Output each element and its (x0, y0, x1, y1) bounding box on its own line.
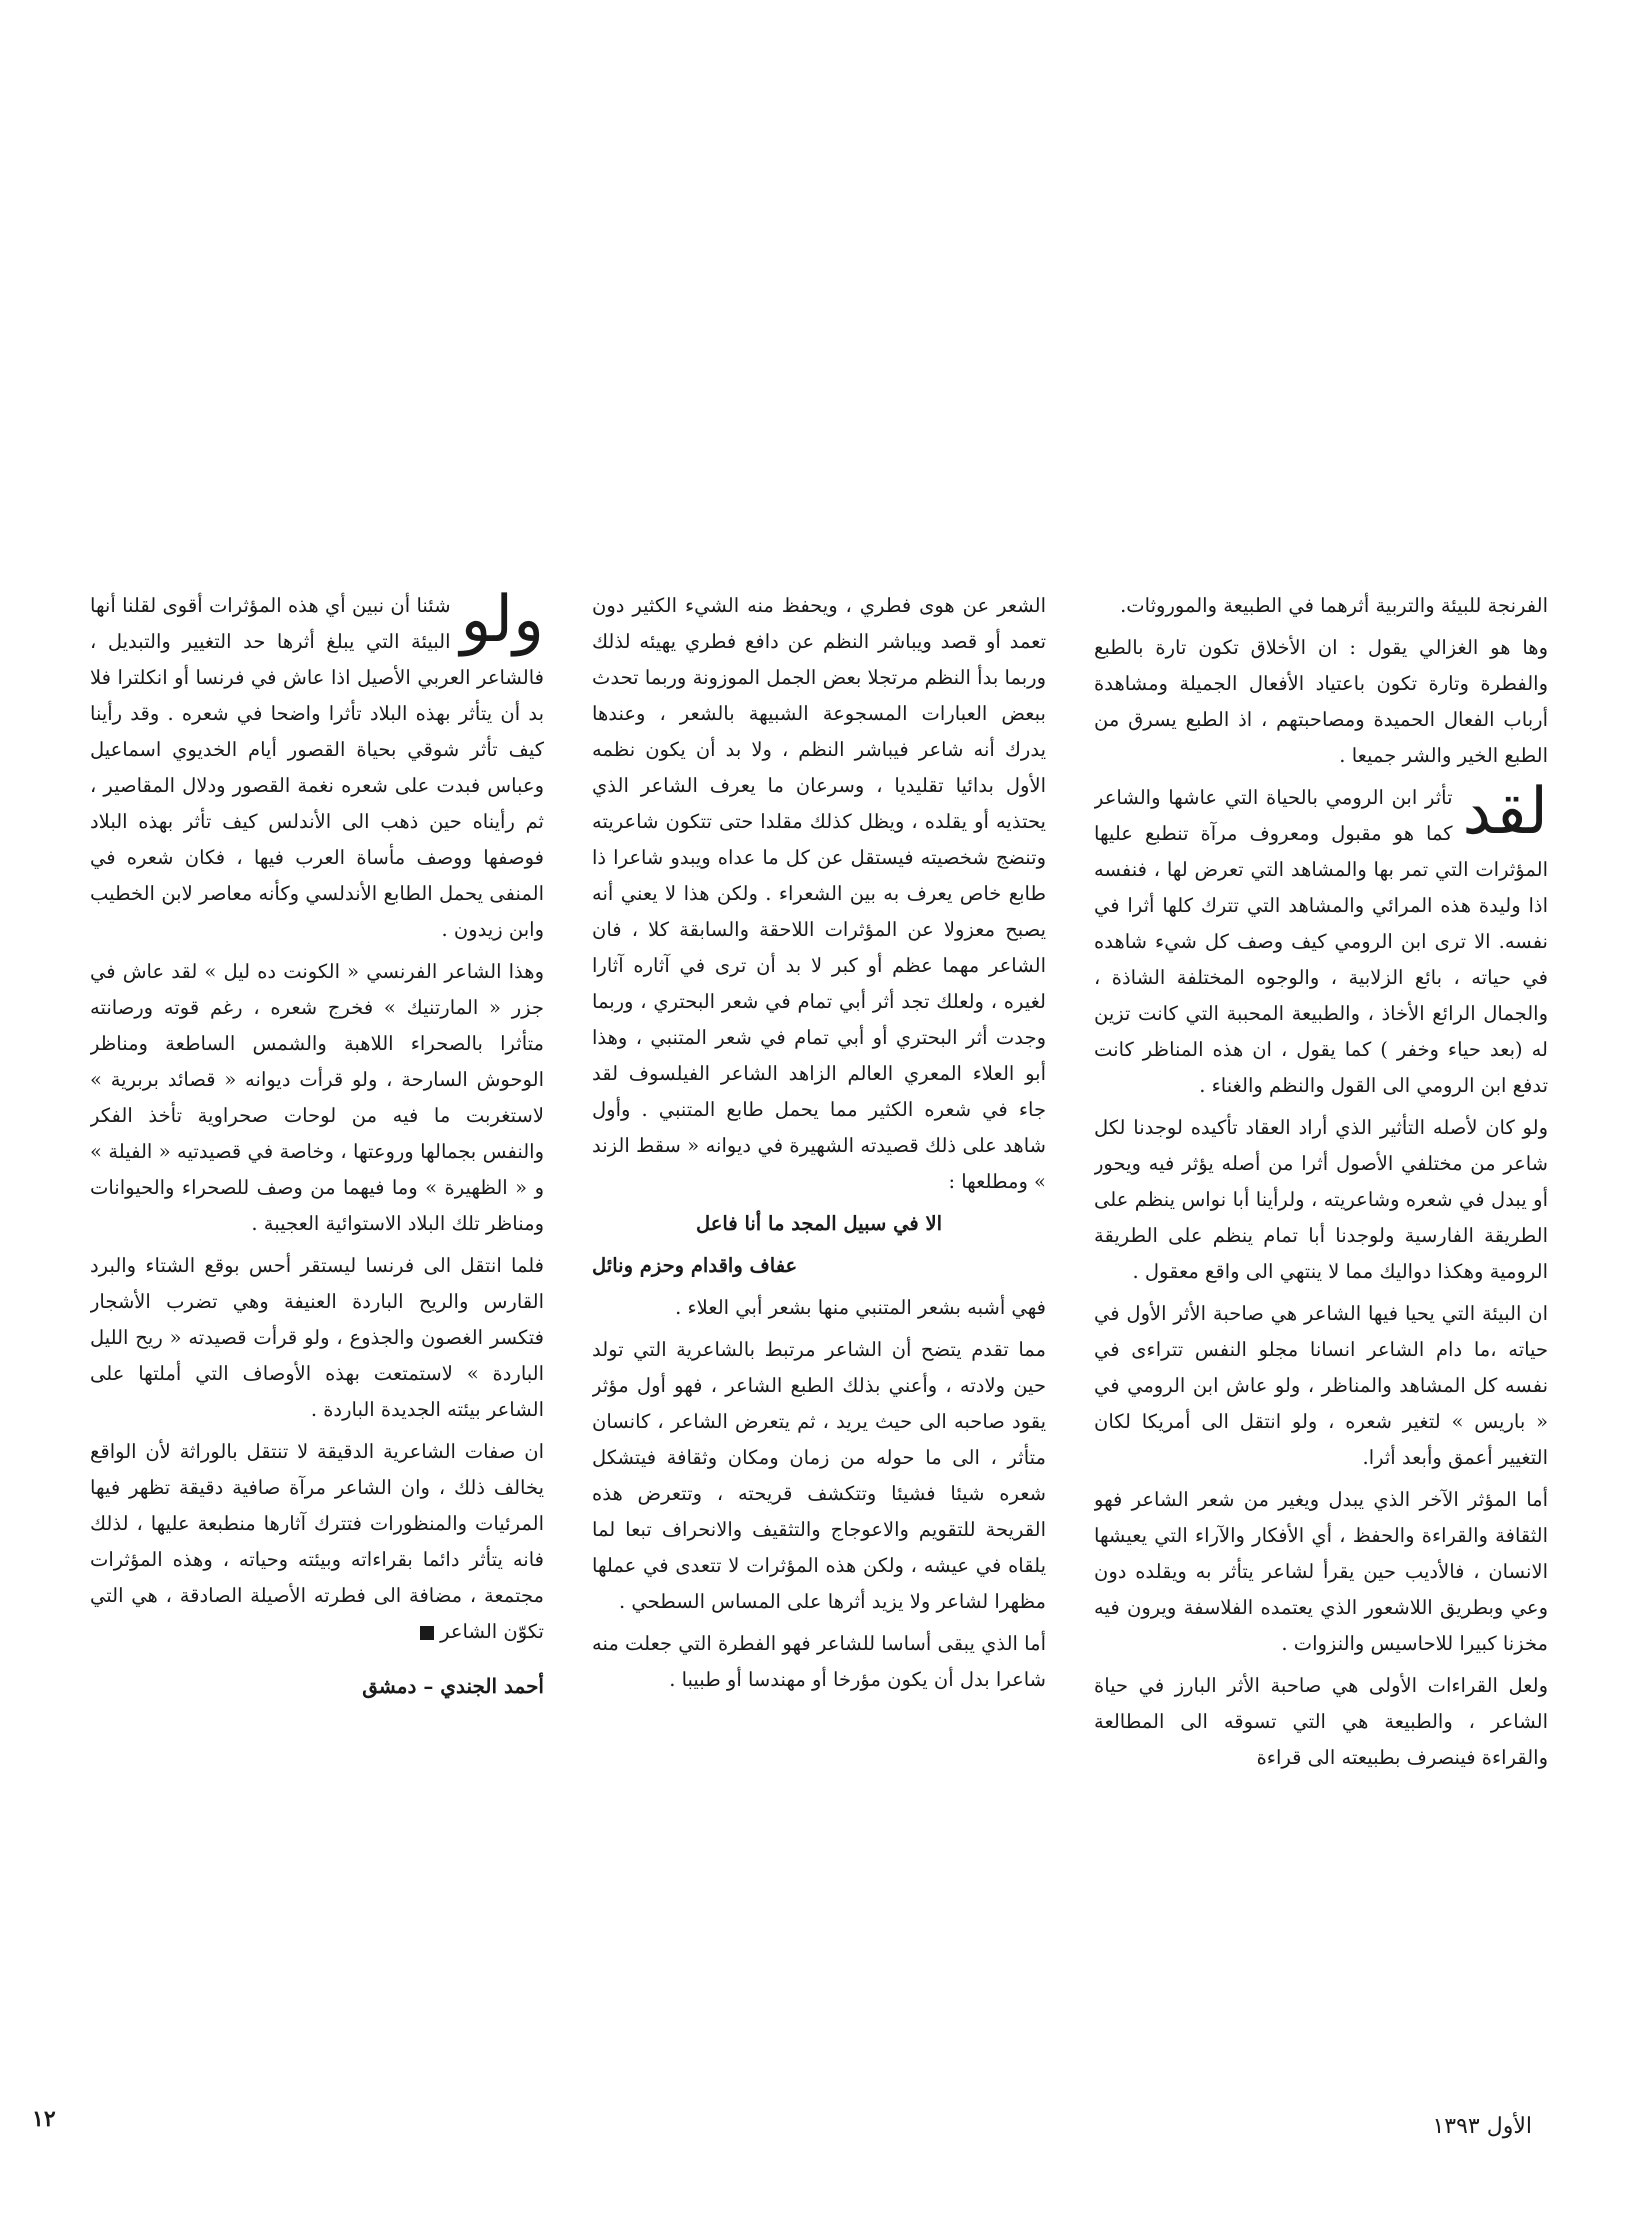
paragraph-text: ان صفات الشاعرية الدقيقة لا تنتقل بالوراثة لأن الواقع يخالف ذلك ، وان الشاعر مرآة صافية دقيقة تظهر فيها المرئيات والمنظورات فتترك آثارها منطبعة عليها ، لذلك فانه يتأثر دائما بقراءاته وبيئته وحياته ، وهذه المؤثرات مجتمعة ، مضافة الى فطرته الأصيلة الصادقة ، هي التي تكوّن الشاعر (90, 1440, 544, 1643)
paragraph: ولو كان لأصله التأثير الذي أراد العقاد تأكيده لوجدنا لكل شاعر من مختلفي الأصول أثرا من أصله يؤثر فيه ويحور أو يبدل في شعره وشاعريته ، ولرأينا أبا نواس ينظم على الطريقة الفارسية ولوجدنا أبا تمام ينظم على الطريقة الرومية وهكذا دواليك مما لا ينتهي الى واقع معقول . (1094, 1116, 1548, 1283)
dropcap: لقد (1462, 775, 1548, 849)
column-right (1094, 588, 1548, 2108)
end-mark-icon (420, 1626, 434, 1640)
paragraph-text: تأثر ابن الرومي بالحياة التي عاشها والشاعر كما هو مقبول ومعروف مرآة تنطبع عليها المؤثرات التي تمر بها والمشاهد التي تعرض لها ، فنفسه اذا وليدة هذه المرائي والمشاهد التي تترك كلها أثرا في نفسه. الا ترى ابن الرومي كيف وصف كل شيء شاهده في حياته ، بائع الزلابية ، والوجوه المختلفة الشاذة ، والجمال الرائع الأخاذ ، والطبيعة المحببة التي كانت تزين له (بعد حياء وخفر ) كما يقول ، ان هذه المناظر كانت تدفع ابن الرومي الى القول والنظم والغناء . (1094, 786, 1548, 1097)
paragraph: وها هو الغزالي يقول : ان الأخلاق تكون تارة بالطبع والفطرة وتارة تكون باعتياد الأفعال الجميلة ومشاهدة أرباب الفعال الحميدة ومصاحبتهم ، اذ الطبع يسرق من الطبع الخير والشر جميعا . (1094, 636, 1548, 767)
paragraph (1094, 775, 1548, 1104)
paragraph: فلما انتقل الى فرنسا ليستقر أحس بوقع الشتاء والبرد القارس والريح الباردة العنيفة وهي تضرب الأشجار فتكسر الغصون والجذوع ، ولو قرأت قصيدته « ريح الليل الباردة » لاستمتعت بهذه الأوصاف التي أملتها على الشاعر بيئته الجديدة الباردة . (90, 1254, 544, 1421)
poem-verse: عفاف واقدام وحزم ونائل (592, 1254, 798, 1277)
paragraph: فهي أشبه بشعر المتنبي منها بشعر أبي العلاء . (675, 1296, 1046, 1319)
paragraph-text: شئنا أن نبين أي هذه المؤثرات أقوى لقلنا أنها البيئة التي يبلغ أثرها حد التغيير والتبديل ، فالشاعر العربي الأصيل اذا عاش في فرنسا أو انكلترا فلا بد أن يتأثر بهذه البلاد تأثرا واضحا في شعره . وقد رأينا كيف تأثر شوقي بحياة القصور أيام الخديوي اسماعيل وعباس فبدت على شعره نغمة القصور ودلال المقاصير ، ثم رأيناه حين ذهب الى الأندلس كيف تأثر بهذه البلاد فوصفها ووصف مأساة العرب فيها ، فكان شعره في المنفى يحمل الطابع الأندلسي وكأنه معاصر لابن الخطيب وابن زيدون . (90, 594, 544, 941)
paragraph: ان البيئة التي يحيا فيها الشاعر هي صاحبة الأثر الأول في حياته ،ما دام الشاعر انسانا مجلو النفس تتراءى في نفسه كل المشاهد والمناظر ، ولو عاش ابن الرومي في « باريس » لتغير شعره ، ولو انتقل الى أمريكا لكان التغيير أعمق وأبعد أثرا. (1094, 1302, 1548, 1469)
author-signature: أحمد الجندي – دمشق (362, 1674, 544, 1698)
column-left (90, 588, 544, 2108)
article-columns (90, 588, 1548, 2108)
page-number: ١٢ (32, 2106, 56, 2132)
paragraph: الفرنجة للبيئة والتربية أثرهما في الطبيعة والموروثات. (1120, 594, 1548, 617)
dropcap: ولو (460, 588, 544, 657)
poem-verse: الا في سبيل المجد ما أنا فاعل (695, 1212, 943, 1235)
issue-label: الأول ١٣٩٣ (1432, 2114, 1532, 2139)
paragraph: وهذا الشاعر الفرنسي « الكونت ده ليل » لقد عاش في جزر « المارتنيك » فخرج شعره ، رغم قوته ورصانته متأثرا بالصحراء اللاهبة والشمس الساطعة ومناظر الوحوش السارحة ، ولو قرأت ديوانه « قصائد بربرية » لاستغربت ما فيه من لوحات صحراوية تأخذ الفكر والنفس بجمالها وروعتها ، وخاصة في قصيدتيه « الفيلة » و « الظهيرة » وما فيهما من وصف للصحراء والحيوانات ومناظر تلك البلاد الاستوائية العجيبة . (90, 960, 544, 1235)
paragraph: الشعر عن هوى فطري ، ويحفظ منه الشيء الكثير دون تعمد أو قصد ويباشر النظم عن دافع فطري يهيئه لذلك وربما بدأ النظم مرتجلا بعض الجمل الموزونة وربما تحدث ببعض العبارات المسجوعة الشبيهة بالشعر ، وعندها يدرك أنه شاعر فيباشر النظم ، ولا بد أن يكون نظمه الأول بدائيا تقليديا ، وسرعان ما يعرف الشاعر الذي يحتذيه أو يقلده ، ويظل كذلك مقلدا حتى تتكون شاعريته وتنضج شخصيته فيستقل عن كل ما عداه ويبدو شاعرا ذا طابع خاص يعرف به بين الشعراء . ولكن هذا لا يعني أنه يصبح معزولا عن المؤثرات اللاحقة والسابقة كلا ، فان الشاعر مهما عظم أو كبر لا بد أن ترى في آثاره آثارا لغيره ، ولعلك تجد أثر أبي تمام في شعر البحتري ، وربما وجدت أثر البحتري أو أبي تمام في شعر المتنبي ، وهذا أبو العلاء المعري العالم الزاهد الشاعر الفيلسوف لقد جاء في شعره الكثير مما يحمل طابع المتنبي . وأول شاهد على ذلك قصيدته الشهيرة في ديوانه « سقط الزند » ومطلعها : (592, 594, 1046, 1193)
column-middle (592, 588, 1046, 2108)
paragraph (90, 1434, 544, 1650)
paragraph: ولعل القراءات الأولى هي صاحبة الأثر البارز في حياة الشاعر ، والطبيعة هي التي تسوقه الى المطالعة والقراءة فينصرف بطبيعته الى قراءة (1094, 1674, 1548, 1769)
paragraph (90, 588, 544, 948)
paragraph: أما الذي يبقى أساسا للشاعر فهو الفطرة التي جعلت منه شاعرا بدل أن يكون مؤرخا أو مهندسا أو طبيبا . (592, 1632, 1046, 1691)
paragraph: مما تقدم يتضح أن الشاعر مرتبط بالشاعرية التي تولد حين ولادته ، وأعني بذلك الطبع الشاعر ، فهو أول مؤثر يقود صاحبه الى حيث يريد ، ثم يتعرض الشاعر ، كانسان متأثر ، الى ما حوله من زمان ومكان وثقافة فيتشكل شعره شيئا فشيئا وتتكشف قريحته ، وتتعرض هذه القريحة للتقويم والاعوجاج والتثقيف والانحراف تبعا لما يلقاه في عيشه ، ولكن هذه المؤثرات لا تتعدى في عملها مظهرا لشاعر ولا يزيد أثرها على المساس السطحي . (592, 1338, 1046, 1613)
paragraph: أما المؤثر الآخر الذي يبدل ويغير من شعر الشاعر فهو الثقافة والقراءة والحفظ ، أي الأفكار والآراء التي يعيشها الانسان ، فالأديب حين يقرأ لشاعر يتأثر به ويقلده دون وعي وبطريق اللاشعور الذي يعتمده الفلاسفة ويرون فيه مخزنا كبيرا للاحاسيس والنزوات . (1094, 1488, 1548, 1655)
